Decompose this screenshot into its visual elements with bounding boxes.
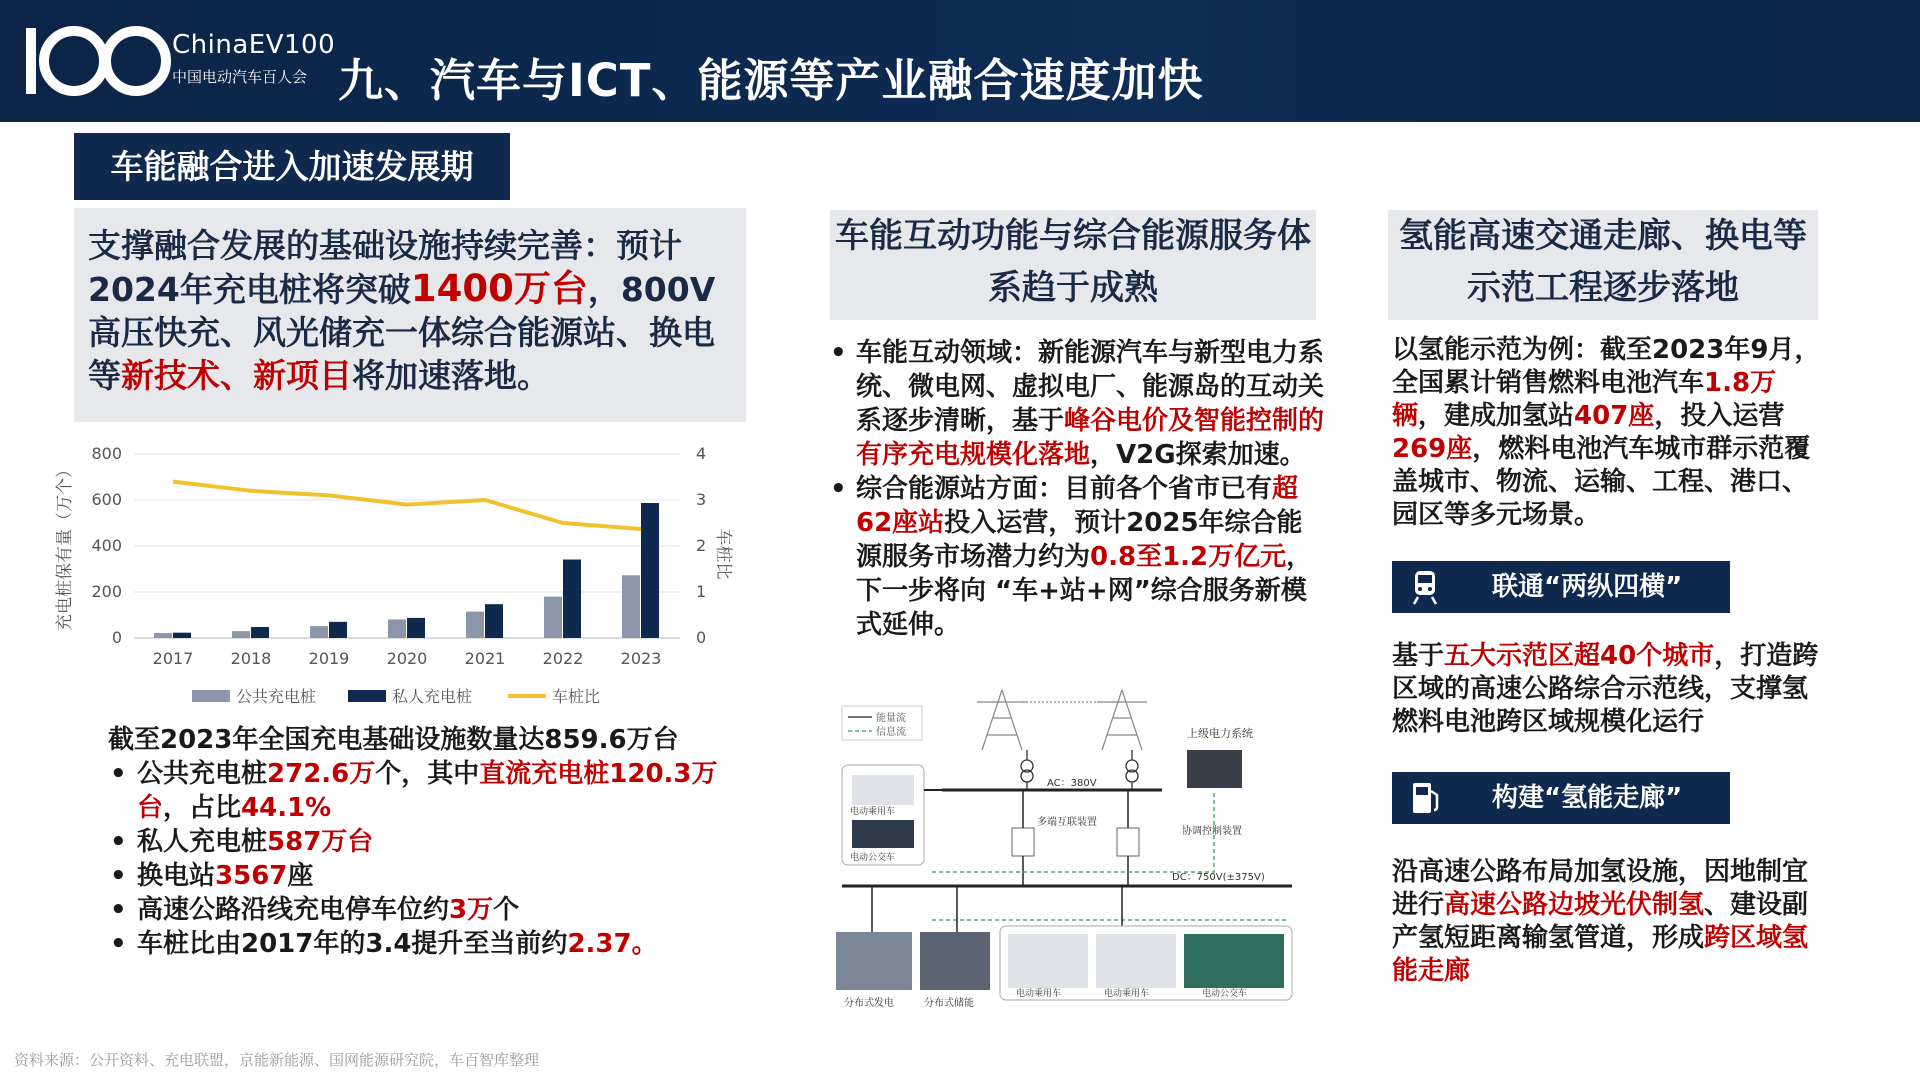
chart-bar — [310, 626, 328, 638]
right-header: 氢能高速交通走廊、换电等示范工程逐步落地 — [1388, 210, 1818, 320]
brand-name-en: ChinaEV100 — [172, 30, 336, 60]
legend-swatch — [348, 690, 386, 702]
ev-car-label: 电动乘用车 — [1016, 989, 1062, 999]
hydrogen-corridor-text: 沿高速公路布局加氢设施，因地制宜进行高速公路边坡光伏制氢、建设副产氢短距离输氢管道，形成跨区域氢能走廊 — [1392, 857, 1809, 986]
energy-system-diagram — [832, 690, 1302, 1015]
chart-bar — [251, 627, 269, 638]
chart-x-tick: 2023 — [620, 649, 662, 668]
chart-bar — [173, 633, 191, 638]
chart-y2-axis-label: 车桩比 — [713, 528, 733, 580]
chart-y2-tick: 3 — [696, 490, 707, 509]
legend-entry: 私人充电桩 — [392, 687, 473, 706]
middle-body — [826, 336, 1326, 642]
chart-x-tick: 2019 — [308, 649, 350, 668]
corridor-pill — [1392, 561, 1730, 613]
brand-name-cn: 中国电动汽车百人会 — [172, 68, 308, 86]
upper-grid-label: 上级电力系统 — [1187, 727, 1253, 740]
chart-bar — [388, 619, 406, 638]
chart-bar — [544, 597, 562, 638]
chart-x-tick: 2017 — [152, 649, 194, 668]
legend-entry: 车桩比 — [552, 687, 601, 706]
hydrogen-corridor-pill-label: 构建“氢能走廊” — [1492, 783, 1683, 813]
solar-panel-icon — [836, 932, 912, 990]
ev-car-icon — [1008, 934, 1088, 988]
chart-y-axis-label: 充电桩保有量（万个） — [55, 461, 75, 631]
section-tag: 车能融合进入加速发展期 — [74, 133, 510, 200]
list-item: • 综合能源站方面：目前各个省市已有超62座站投入运营，预计2025年综合能源服务市场潜力约为0.8至1.2万亿元，下一步将向 “车+站+网”综合服务新模式延伸。 — [826, 472, 1326, 642]
hydrogen-demo-text: 以氢能示范为例：截至2023年9月，全国累计销售燃料电池汽车1.8万辆，建成加氢站407座，投入运营269座，燃料电池汽车城市群示范覆盖城市、物流、运输、工程、港口、园区等多元场景。 — [1392, 335, 1821, 530]
transmission-tower-icon — [977, 690, 1147, 750]
chart-bar — [563, 560, 581, 638]
list-item: • 车桩比由2017年的3.4提升至当前约2.37。 — [110, 927, 750, 961]
chart-x-tick: 2020 — [386, 649, 428, 668]
list-item: • 公共充电桩272.6万个，其中直流充电桩120.3万台，占比44.1% — [110, 757, 750, 825]
charging-pile-chart — [52, 436, 752, 716]
dc-bus-label: DC：750V(±375V) — [1172, 872, 1265, 883]
hydrogen-corridor-pill — [1392, 772, 1730, 824]
ev-car-icon — [1096, 934, 1176, 988]
source-note: 资料来源：公开资料、充电联盟，京能新能源、国网能源研究院，车百智库整理 — [14, 1051, 540, 1069]
legend-entry: 公共充电桩 — [236, 687, 317, 706]
list-item: • 私人充电桩587万台 — [110, 825, 750, 859]
chart-y-tick: 800 — [91, 444, 122, 463]
corridor-text: 基于五大示范区超40个城市，打造跨区域的高速公路综合示范线，支撑氢燃料电池跨区域规模化运行 — [1392, 641, 1819, 737]
chart-bar — [641, 503, 659, 638]
chart-y-tick: 600 — [91, 490, 122, 509]
chart-bar — [466, 612, 484, 638]
chart-series-line — [173, 482, 641, 529]
coordination-label: 协调控制装置 — [1182, 826, 1242, 837]
battery-storage-icon — [920, 932, 990, 990]
fuel-station-icon — [1406, 779, 1444, 817]
ev-car-icon — [852, 775, 914, 805]
chart-bar — [232, 631, 250, 638]
left-highlight-text: 支撑融合发展的基础设施持续完善：预计2024年充电桩将突破1400万台，800V 高压快充、风光储充一体综合能源站、换电等新技术、新项目将加速落地。 — [88, 226, 716, 395]
ev-car-label: 电动乘用车 — [850, 807, 896, 817]
chart-x-tick: 2022 — [542, 649, 584, 668]
chart-bar — [154, 633, 172, 638]
chart-y2-tick: 4 — [696, 444, 707, 463]
chart-y2-tick: 0 — [696, 628, 707, 647]
logo-100-icon — [24, 22, 174, 100]
chart-bar — [407, 618, 425, 638]
chart-y2-tick: 1 — [696, 582, 707, 601]
corridor-pill-label: 联通“两纵四横” — [1492, 572, 1683, 602]
chart-bar — [622, 575, 640, 638]
chart-y-tick: 400 — [91, 536, 122, 555]
train-icon — [1406, 568, 1444, 606]
chart-y-tick: 0 — [111, 628, 122, 647]
chart-bar — [485, 604, 503, 638]
charging-stats — [110, 723, 750, 961]
legend-energy-flow: 能量流 — [876, 713, 906, 724]
ev-bus-label: 电动公交车 — [850, 853, 896, 863]
chart-y2-tick: 2 — [696, 536, 707, 555]
legend-swatch — [192, 690, 230, 702]
chart-x-tick: 2021 — [464, 649, 506, 668]
middle-header: 车能互动功能与综合能源服务体系趋于成熟 — [830, 210, 1316, 320]
chart-bar — [329, 622, 347, 638]
multi-interconnect-label: 多端互联装置 — [1037, 817, 1097, 828]
ev-car-label: 电动乘用车 — [1104, 989, 1150, 999]
ev-bus-label: 电动公交车 — [1202, 989, 1248, 999]
list-item: • 车能互动领域：新能源汽车与新型电力系统、微电网、虚拟电厂、能源岛的互动关系逐步清晰，基于峰谷电价及智能控制的有序充电规模化落地，V2G探索加速。 — [826, 336, 1326, 472]
stats-lead: 截至2023年全国充电基础设施数量达859.6万台 — [108, 725, 679, 755]
ac-bus-label: AC：380V — [1047, 778, 1097, 789]
pv-label: 分布式发电 — [844, 998, 894, 1009]
chart-x-tick: 2018 — [230, 649, 272, 668]
chart-y-tick: 200 — [91, 582, 122, 601]
legend-info-flow: 信息流 — [876, 727, 906, 738]
page-title: 九、汽车与ICT、能源等产业融合速度加快 — [338, 54, 1204, 107]
list-item: • 换电站3567座 — [110, 859, 750, 893]
ev-bus-icon — [852, 820, 914, 848]
ev-bus-icon — [1184, 934, 1284, 988]
storage-label: 分布式储能 — [924, 998, 974, 1009]
list-item: • 高速公路沿线充电停车位约3万个 — [110, 893, 750, 927]
server-icon — [1187, 750, 1242, 788]
